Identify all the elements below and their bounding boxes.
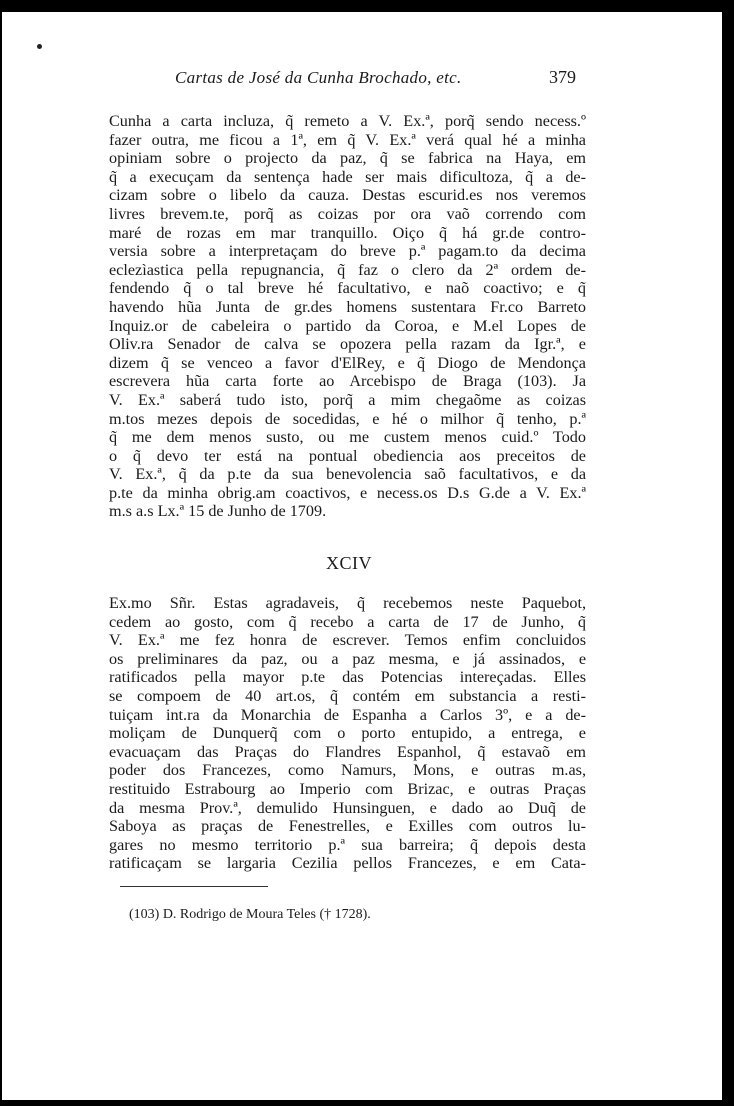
page-number: 379 — [549, 67, 576, 87]
text-line: eclezìastica pella repugnancia, q̃ faz o clero da 2ª ordem de- — [109, 260, 586, 279]
text-line: cizam sobre o libelo da cauza. Destas escurid.es nos veremos — [109, 186, 586, 205]
text-line: Saboya as praças de Fenestrelles, e Exilles com outros lu- — [109, 817, 586, 836]
scan-border-bottom — [0, 1100, 734, 1106]
text-line: poder dos Francezes, como Namurs, Mons, e outras m.as, — [109, 761, 586, 780]
text-line: fazer outra, me ficou a 1ª, em q̃ V. Ex.ª verá qual hé a minha — [109, 130, 586, 149]
letter-continuation — [109, 112, 586, 521]
text-line: ratificados pella mayor p.te das Potencias intereçadas. Elles — [109, 668, 586, 687]
text-line: V. Ex.ª, q̃ da p.te da sua benevolencia saõ facultativos, e da — [109, 465, 586, 484]
text-line: V. Ex.ª saberá tudo isto, porq̃ a mim chegaõme as coizas — [109, 390, 586, 409]
text-line: q̃ me dem menos susto, ou me custem menos cuid.º Todo — [109, 428, 586, 447]
text-line: havendo hũa Junta de gr.des homens sustentara Fr.co Barreto — [109, 297, 586, 316]
text-line: Inquiz.or de cabeleira o partido da Coroa, e M.el Lopes de — [109, 316, 586, 335]
text-line: escrevera hũa carta forte ao Arcebispo de Braga (103). Ja — [109, 372, 586, 391]
text-line: maré de rozas em mar tranquillo. Oiço q̃ há gr.de contro- — [109, 223, 586, 242]
text-line: versia sobre a interpretaçam do breve p.ª pagam.to da decima — [109, 242, 586, 261]
running-title: Cartas de José da Cunha Brochado, etc. — [175, 68, 462, 87]
text-line: livres brevem.te, porq̃ as coizas por ora vaõ correndo com — [109, 204, 586, 223]
text-line: V. Ex.ª me fez honra de escrever. Temos enfim concluidos — [109, 631, 586, 650]
text-line: tuiçam int.ra da Monarchia de Espanha a Carlos 3º, e a de- — [109, 705, 586, 724]
scan-border-top — [0, 0, 734, 12]
ink-speck — [37, 44, 42, 49]
text-line: o q̃ devo ter está na pontual obediencia aos preceitos de — [109, 446, 586, 465]
footnote-rule — [120, 886, 268, 887]
footnote: (103) D. Rodrigo de Moura Teles († 1728). — [129, 907, 371, 922]
text-line: m.s a.s Lx.ª 15 de Junho de 1709. — [109, 502, 327, 521]
text-line: cedem ao gosto, com q̃ recebo a carta de 17 de Junho, q̃ — [109, 612, 586, 631]
text-line: evacuaçam das Praças do Flandres Espanhol, q̃ estavaõ em — [109, 742, 586, 761]
text-line: m.tos mezes depois de socedidas, e hé o milhor q̃ tenho, p.ª — [109, 409, 586, 428]
letter-xciv-body — [109, 594, 586, 873]
text-line: gares no mesmo territorio p.ª sua barreira; q̃ depois desta — [109, 835, 586, 854]
text-line: da mesma Prov.ª, demulido Hunsinguen, e dado ao Duq̃ de — [109, 798, 586, 817]
text-line: Oliv.ra Senador de calva se opozera pella razam da Igr.ª, e — [109, 335, 586, 354]
text-line: restituido Estrabourg ao Imperio com Brizac, e outras Praças — [109, 779, 586, 798]
text-line: Ex.mo Sñr. Estas agradaveis, q̃ recebemos neste Paquebot, — [109, 594, 586, 612]
text-line: fendendo q̃ o tal breve hé facultativo, e naõ coactivo; e q̃ — [109, 279, 586, 298]
letter-heading: XCIV — [326, 553, 372, 573]
text-line: se compoem de 40 art.os, q̃ contém em substancia a resti- — [109, 686, 586, 705]
scan-border-right — [722, 0, 734, 1106]
text-line: Cunha a carta incluza, q̃ remeto a V. Ex.ª, porq̃ sendo necess.º — [109, 112, 586, 130]
text-line: ratificaçam se largaria Cezilia pellos Francezes, e em Cata- — [109, 854, 586, 873]
text-line: opiniam sobre o projecto da paz, q̃ se fabrica na Haya, em — [109, 149, 586, 168]
text-line: os preliminares da paz, ou a paz mesma, e já assinados, e — [109, 649, 586, 668]
text-line: q̃ a execuçam da sentença hade ser mais dificultoza, q̃ a de- — [109, 167, 586, 186]
text-line: moliçam de Dunquerq̃ com o porto entupido, a entrega, e — [109, 724, 586, 743]
text-line: p.te da minha obrig.am coactivos, e necess.os D.s G.de a V. Ex.ª — [109, 483, 586, 502]
text-line: dizem q̃ se venceo a favor d'ElRey, e q̃ Diogo de Mendonça — [109, 353, 586, 372]
